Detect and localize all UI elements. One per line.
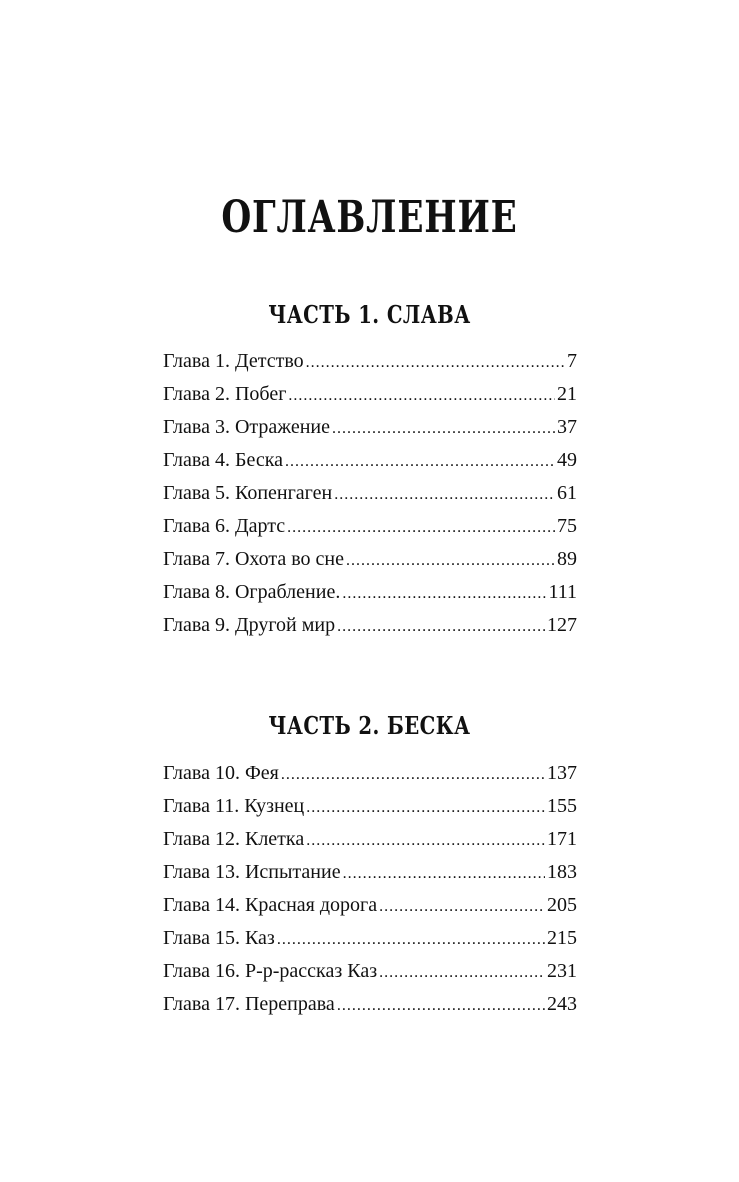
dot-leader xyxy=(337,989,545,1022)
chapter-title: Глава 12. Клетка xyxy=(163,828,305,850)
chapter-title: Глава 17. Переправа xyxy=(163,993,335,1015)
dot-leader xyxy=(337,610,545,643)
page-number: 215 xyxy=(547,927,577,949)
chapter-title: Глава 10. Фея xyxy=(163,762,279,784)
page-number: 75 xyxy=(557,515,577,537)
page-number: 137 xyxy=(547,762,577,784)
toc-entry-chapter-8[interactable] xyxy=(163,576,577,609)
toc-entry-chapter-13[interactable] xyxy=(163,856,577,889)
chapter-title: Глава 2. Побег xyxy=(163,383,287,405)
chapter-title: Глава 8. Ограбление. xyxy=(163,581,341,603)
dot-leader xyxy=(281,758,545,791)
chapter-title: Глава 15. Каз xyxy=(163,927,275,949)
part-2-chapter-list xyxy=(163,757,577,1021)
dot-leader xyxy=(277,923,545,956)
chapter-title: Глава 6. Дартс xyxy=(163,515,286,537)
toc-entry-chapter-12[interactable] xyxy=(163,823,577,856)
page-number: 7 xyxy=(567,350,577,372)
page-number: 127 xyxy=(547,614,577,636)
page-number: 89 xyxy=(557,548,577,570)
dot-leader xyxy=(306,824,545,857)
toc-entry-chapter-17[interactable] xyxy=(163,988,577,1021)
chapter-title: Глава 3. Отражение xyxy=(163,416,330,438)
toc-entry-chapter-14[interactable] xyxy=(163,889,577,922)
toc-entry-chapter-9[interactable] xyxy=(163,609,577,642)
dot-leader xyxy=(334,478,555,511)
page-number: 171 xyxy=(547,828,577,850)
page-number: 231 xyxy=(547,960,577,982)
dot-leader xyxy=(332,412,555,445)
chapter-title: Глава 9. Другой мир xyxy=(163,614,336,636)
dot-leader xyxy=(379,956,545,989)
page-number: 21 xyxy=(557,383,577,405)
page-number: 111 xyxy=(548,581,577,603)
chapter-title: Глава 5. Копенгаген xyxy=(163,482,333,504)
page-title: ОГЛАВЛЕНИЕ xyxy=(221,192,518,243)
chapter-title: Глава 4. Беска xyxy=(163,449,283,471)
toc-entry-chapter-3[interactable] xyxy=(163,411,577,444)
toc-entry-chapter-7[interactable] xyxy=(163,543,577,576)
part-1-heading: ЧАСТЬ 1. СЛАВА xyxy=(268,300,471,329)
dot-leader xyxy=(306,346,565,379)
part-1-chapter-list xyxy=(163,345,577,642)
page-number: 61 xyxy=(557,482,577,504)
toc-entry-chapter-5[interactable] xyxy=(163,477,577,510)
toc-entry-chapter-11[interactable] xyxy=(163,790,577,823)
dot-leader xyxy=(342,577,546,610)
chapter-title: Глава 14. Красная дорога xyxy=(163,894,378,916)
toc-entry-chapter-15[interactable] xyxy=(163,922,577,955)
part-2-heading: ЧАСТЬ 2. БЕСКА xyxy=(268,711,471,740)
chapter-title: Глава 16. Р-р-рассказ Каз xyxy=(163,960,378,982)
toc-entry-chapter-2[interactable] xyxy=(163,378,577,411)
dot-leader xyxy=(343,857,545,890)
dot-leader xyxy=(379,890,545,923)
page-number: 37 xyxy=(557,416,577,438)
dot-leader xyxy=(346,544,555,577)
toc-entry-chapter-6[interactable] xyxy=(163,510,577,543)
chapter-title: Глава 13. Испытание xyxy=(163,861,341,883)
dot-leader xyxy=(306,791,545,824)
page-number: 243 xyxy=(547,993,577,1015)
dot-leader xyxy=(287,511,555,544)
page-number: 49 xyxy=(557,449,577,471)
toc-entry-chapter-4[interactable] xyxy=(163,444,577,477)
dot-leader xyxy=(288,379,555,412)
chapter-title: Глава 1. Детство xyxy=(163,350,304,372)
toc-entry-chapter-10[interactable] xyxy=(163,757,577,790)
toc-entry-chapter-1[interactable] xyxy=(163,345,577,378)
page-number: 155 xyxy=(547,795,577,817)
toc-entry-chapter-16[interactable] xyxy=(163,955,577,988)
page-number: 183 xyxy=(547,861,577,883)
chapter-title: Глава 11. Кузнец xyxy=(163,795,305,817)
dot-leader xyxy=(285,445,555,478)
chapter-title: Глава 7. Охота во сне xyxy=(163,548,345,570)
page-number: 205 xyxy=(547,894,577,916)
